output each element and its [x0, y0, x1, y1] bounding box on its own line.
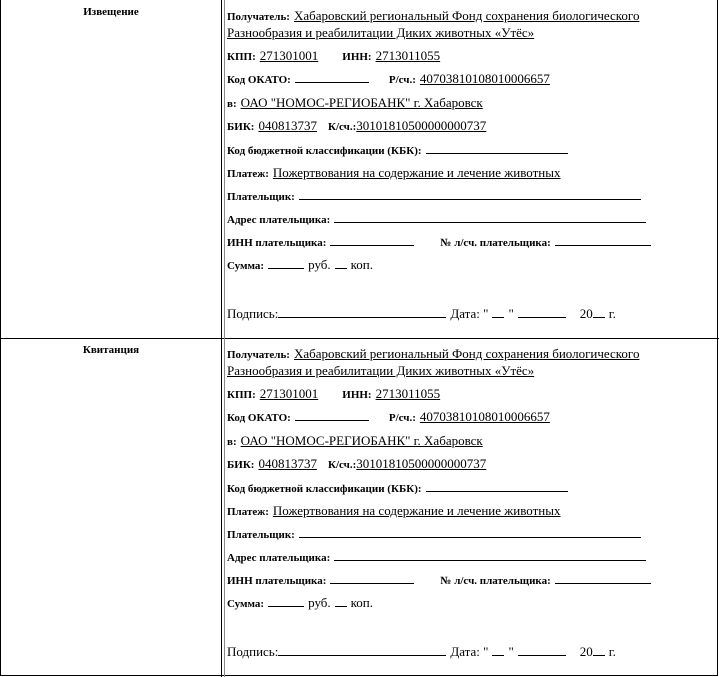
- okato-label: Код ОКАТО:: [227, 412, 291, 424]
- recipient-row: [227, 8, 639, 25]
- recipient-row-2: [227, 363, 534, 379]
- kpp-value: 271301001: [259, 386, 319, 401]
- date-label: Дата: ": [450, 306, 489, 321]
- payer-address-row: [227, 549, 646, 566]
- kbk-label: Код бюджетной классификации (КБК):: [227, 145, 422, 157]
- payer-inn-row: [227, 234, 651, 251]
- payer-inn-row: [227, 572, 651, 589]
- kpp-label: КПП:: [227, 51, 256, 63]
- bik-row: [227, 118, 486, 135]
- signature-label: Подпись:: [227, 306, 279, 321]
- date-month-blank[interactable]: [518, 306, 566, 318]
- recipient-name-line1: Хабаровский региональный Фонд сохранения биологического: [293, 8, 640, 23]
- corr-account-label: К/сч.:: [327, 459, 357, 471]
- amount-label: Сумма:: [227, 598, 265, 610]
- bank-value: ОАО "НОМОС-РЕГИОБАНК" г. Хабаровск: [240, 433, 483, 448]
- year-suffix: г.: [608, 644, 616, 659]
- rub-blank[interactable]: [268, 257, 304, 269]
- date-day-blank[interactable]: [492, 644, 504, 656]
- kpp-value: 271301001: [259, 48, 319, 63]
- year-prefix: 20: [579, 644, 593, 659]
- year-suffix: г.: [608, 306, 616, 321]
- payer-inn-label: ИНН плательщика:: [227, 575, 327, 587]
- column-divider-inner: [224, 0, 225, 677]
- account-label: Р/сч.:: [388, 412, 416, 424]
- receipt-title: Квитанция: [82, 344, 140, 356]
- signature-row: [227, 306, 616, 322]
- account-value: 40703810108010006657: [419, 409, 550, 424]
- kbk-label: Код бюджетной классификации (КБК):: [227, 483, 422, 495]
- bank-row: [227, 433, 483, 450]
- payment-value: Пожертвования на содержание и лечение животных: [272, 503, 561, 518]
- date-quote: ": [508, 644, 514, 659]
- bik-value: 040813737: [258, 456, 317, 471]
- bik-value: 040813737: [258, 118, 317, 133]
- account-value: 40703810108010006657: [419, 71, 550, 86]
- kpp-label: КПП:: [227, 389, 256, 401]
- kpp-inn-row: [227, 48, 440, 65]
- kop-label: коп.: [350, 595, 374, 610]
- kbk-row: [227, 142, 568, 159]
- kop-blank[interactable]: [335, 257, 347, 269]
- okato-account-row: [227, 409, 550, 426]
- date-month-blank[interactable]: [518, 644, 566, 656]
- payer-address-blank[interactable]: [334, 211, 646, 223]
- recipient-label: Получатель:: [227, 349, 290, 361]
- payer-label: Плательщик:: [227, 191, 295, 203]
- payer-account-label: № л/сч. плательщика:: [440, 237, 551, 249]
- signature-blank[interactable]: [278, 306, 446, 318]
- corr-account-value: 30101810500000000737: [356, 118, 487, 133]
- bank-value: ОАО "НОМОС-РЕГИОБАНК" г. Хабаровск: [240, 95, 483, 110]
- date-quote: ": [508, 306, 514, 321]
- rub-blank[interactable]: [268, 595, 304, 607]
- payment-row: [227, 503, 560, 520]
- payer-label: Плательщик:: [227, 529, 295, 541]
- account-label: Р/сч.:: [388, 74, 416, 86]
- recipient-row-2: [227, 25, 534, 41]
- okato-blank[interactable]: [295, 409, 369, 421]
- inn-value: 2713011055: [375, 386, 441, 401]
- corr-account-value: 30101810500000000737: [356, 456, 487, 471]
- payer-row: [227, 188, 641, 205]
- bik-label: БИК:: [227, 121, 255, 133]
- year-blank[interactable]: [593, 306, 605, 318]
- recipient-label: Получатель:: [227, 11, 290, 23]
- bik-label: БИК:: [227, 459, 255, 471]
- payer-account-blank[interactable]: [555, 234, 651, 246]
- signature-row: [227, 644, 616, 660]
- okato-blank[interactable]: [295, 71, 369, 83]
- amount-label: Сумма:: [227, 260, 265, 272]
- payer-account-label: № л/сч. плательщика:: [440, 575, 551, 587]
- date-label: Дата: ": [450, 644, 489, 659]
- rub-label: руб.: [308, 595, 331, 610]
- recipient-name-line2: Разнообразия и реабилитации Диких животных «Утёс»: [227, 25, 535, 40]
- inn-label: ИНН:: [342, 389, 372, 401]
- payment-label: Платеж:: [227, 506, 269, 518]
- payer-blank[interactable]: [299, 526, 641, 538]
- notice-title: Извещение: [83, 6, 139, 18]
- payer-row: [227, 526, 641, 543]
- kop-label: коп.: [350, 257, 374, 272]
- bank-label: в:: [227, 98, 237, 110]
- recipient-row: [227, 346, 639, 363]
- okato-label: Код ОКАТО:: [227, 74, 291, 86]
- kbk-blank[interactable]: [426, 142, 568, 154]
- payment-row: [227, 165, 560, 182]
- payer-address-row: [227, 211, 646, 228]
- payer-inn-blank[interactable]: [330, 234, 414, 246]
- amount-row: [227, 595, 373, 612]
- date-day-blank[interactable]: [492, 306, 504, 318]
- payment-label: Платеж:: [227, 168, 269, 180]
- kbk-blank[interactable]: [426, 480, 568, 492]
- kpp-inn-row: [227, 386, 440, 403]
- kop-blank[interactable]: [335, 595, 347, 607]
- section-divider: [0, 338, 719, 339]
- payer-blank[interactable]: [299, 188, 641, 200]
- corr-account-label: К/сч.:: [327, 121, 357, 133]
- recipient-name-line2: Разнообразия и реабилитации Диких животных «Утёс»: [227, 363, 535, 378]
- payer-inn-blank[interactable]: [330, 572, 414, 584]
- payer-address-label: Адрес плательщика:: [227, 214, 331, 226]
- column-divider: [221, 0, 222, 677]
- inn-label: ИНН:: [342, 51, 372, 63]
- year-blank[interactable]: [593, 644, 605, 656]
- payer-address-blank[interactable]: [334, 549, 646, 561]
- inn-value: 2713011055: [375, 48, 441, 63]
- bank-row: [227, 95, 483, 112]
- payer-address-label: Адрес плательщика:: [227, 552, 331, 564]
- bik-row: [227, 456, 486, 473]
- signature-label: Подпись:: [227, 644, 279, 659]
- kbk-row: [227, 480, 568, 497]
- bank-label: в:: [227, 436, 237, 448]
- year-prefix: 20: [579, 306, 593, 321]
- rub-label: руб.: [308, 257, 331, 272]
- okato-account-row: [227, 71, 550, 88]
- signature-blank[interactable]: [278, 644, 446, 656]
- recipient-name-line1: Хабаровский региональный Фонд сохранения биологического: [293, 346, 640, 361]
- payer-inn-label: ИНН плательщика:: [227, 237, 327, 249]
- payment-value: Пожертвования на содержание и лечение животных: [272, 165, 561, 180]
- amount-row: [227, 257, 373, 274]
- payer-account-blank[interactable]: [555, 572, 651, 584]
